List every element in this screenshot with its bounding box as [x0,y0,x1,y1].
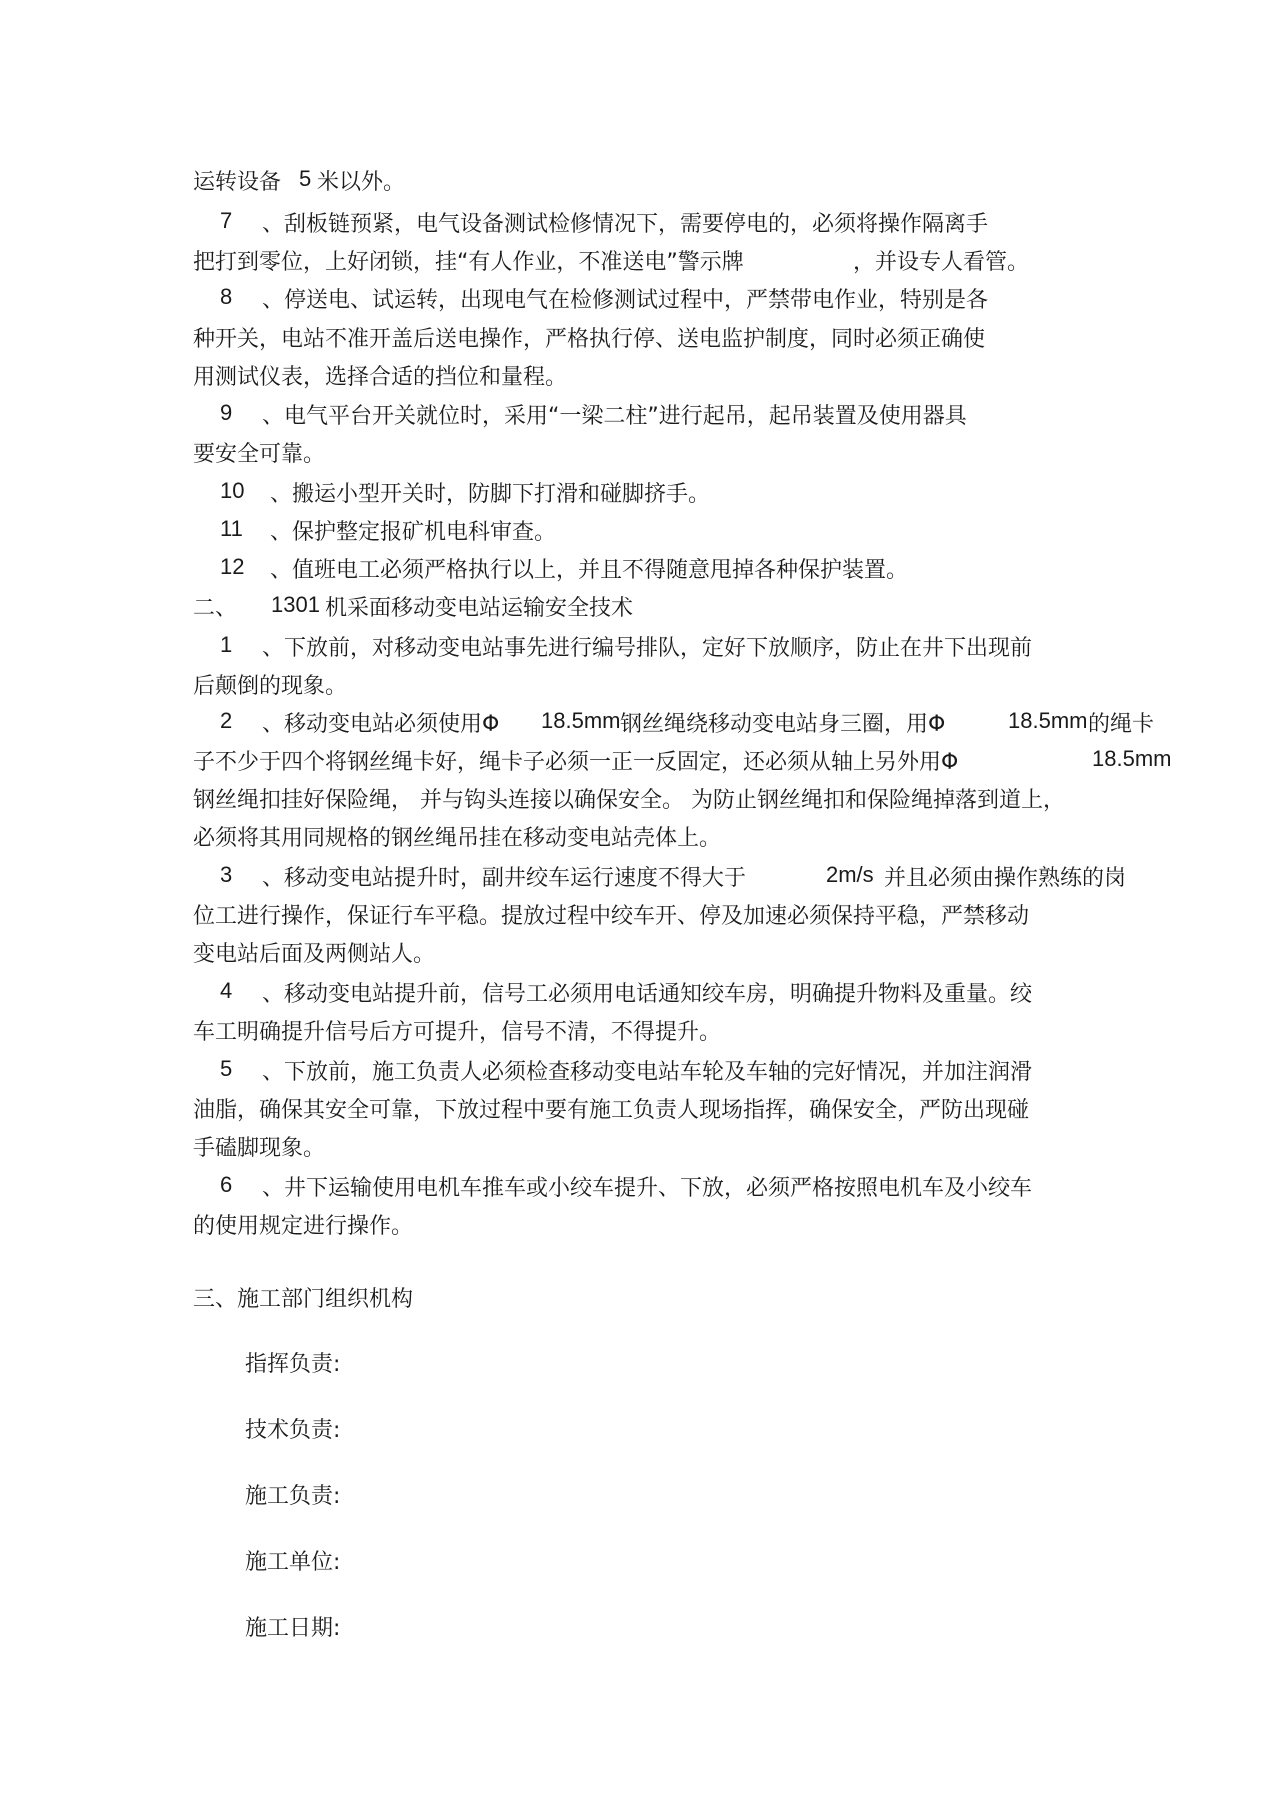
text-line: 后颠倒的现象。 [193,674,348,699]
text-line: 油脂，确保其安全可靠，下放过程中要有施工负责人现场指挥，确保安全，严防出现碰 [193,1098,1030,1123]
field-label: 施工单位: [245,1550,341,1575]
item-number: 7 [220,208,233,233]
text-line: 米以外。 [317,170,406,195]
spec-value: 2m/s [826,862,874,887]
item-number: 3 [220,862,233,887]
text-line: 把打到零位，上好闭锁，挂“有人作业，不准送电”警示牌 [193,250,744,275]
item-number: 1 [220,632,233,657]
text-line: 、下放前，对移动变电站事先进行编号排队，定好下放顺序，防止在井下出现前 [262,636,1033,661]
field-label: 指挥负责: [245,1352,341,1377]
item-number: 11 [220,516,243,541]
item-number: 8 [220,284,233,309]
text-line: 、电气平台开关就位时，采用“一梁二柱”进行起吊，起吊装置及使用器具 [262,404,967,429]
text-line: 车工明确提升信号后方可提升，信号不清，不得提升。 [193,1020,722,1045]
text-line: 钢丝绳扣挂好保险绳， 并与钩头连接以确保安全。 为防止钢丝绳扣和保险绳掉落到道上， [193,788,1065,813]
section-heading: 三、施工部门组织机构 [193,1287,414,1312]
text-line: 、刮板链预紧，电气设备测试检修情况下，需要停电的，必须将操作隔离手 [262,212,989,237]
text-line: 、保护整定报矿机电科审查。 [270,520,557,545]
text-line: 位工进行操作，保证行车平稳。提放过程中绞车开、停及加速必须保持平稳，严禁移动 [193,904,1030,929]
text-line: 手磕脚现象。 [193,1136,326,1161]
spec-value: 18.5mm [541,708,621,733]
field-label: 技术负责: [245,1418,341,1443]
section-heading: 机采面移动变电站运输安全技术 [325,596,634,621]
item-number: 4 [220,978,233,1003]
text-line: 、值班电工必须严格执行以上，并且不得随意甩掉各种保护装置。 [270,558,909,583]
item-number: 12 [220,554,245,579]
text-line: 用测试仪表，选择合适的挡位和量程。 [193,365,568,390]
text-line: 运转设备 [193,170,282,195]
field-label: 施工日期: [245,1616,341,1641]
section-number: 1301 [271,592,320,617]
text-line: 要安全可靠。 [193,442,326,467]
field-label: 施工负责: [245,1484,341,1509]
text-line: 钢丝绳绕移动变电站身三圈，用Φ [620,712,946,737]
text-line: 、移动变电站提升时，副井绞车运行速度不得大于 [262,866,747,891]
text-line: ，并设专人看管。 [853,250,1030,275]
text-line: 、停送电、试运转，出现电气在检修测试过程中，严禁带电作业，特别是各 [262,288,989,313]
text-line: 必须将其用同规格的钢丝绳吊挂在移动变电站壳体上。 [193,826,722,851]
spec-value: 18.5mm [1092,746,1172,771]
text-line: 、移动变电站提升前，信号工必须用电话通知绞车房，明确提升物料及重量。绞 [262,982,1033,1007]
text-line: 并且必须由操作熟练的岗 [884,866,1127,891]
text-line: 的绳卡 [1088,712,1155,737]
number: 5 [299,166,312,191]
item-number: 6 [220,1172,233,1197]
text-line: 种开关，电站不准开盖后送电操作，严格执行停、送电监护制度，同时必须正确使 [193,327,986,352]
text-line: 、井下运输使用电机车推车或小绞车提升、下放，必须严格按照电机车及小绞车 [262,1176,1033,1201]
text-line: 、移动变电站必须使用Φ [262,712,500,737]
text-line: 变电站后面及两侧站人。 [193,942,436,967]
text-line: 、搬运小型开关时，防脚下打滑和碰脚挤手。 [270,482,711,507]
text-line: 子不少于四个将钢丝绳卡好，绳卡子必须一正一反固定，还必须从轴上另外用Φ [193,750,959,775]
text-line: 、下放前，施工负责人必须检查移动变电站车轮及车轴的完好情况，并加注润滑 [262,1060,1033,1085]
item-number: 9 [220,400,233,425]
section-heading: 二、 [193,596,238,621]
text-line: 的使用规定进行操作。 [193,1214,414,1239]
item-number: 2 [220,708,233,733]
spec-value: 18.5mm [1008,708,1088,733]
item-number: 10 [220,478,245,503]
item-number: 5 [220,1056,233,1081]
